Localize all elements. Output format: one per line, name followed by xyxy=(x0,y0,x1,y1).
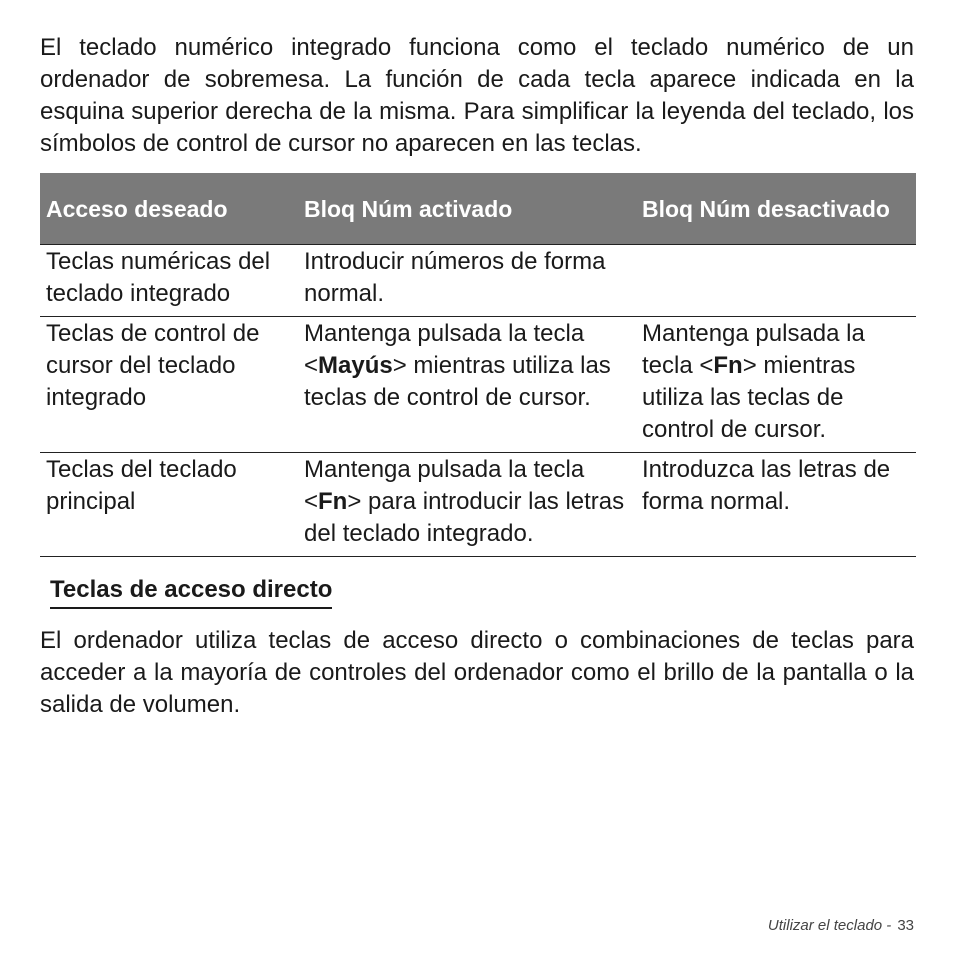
numeric-keypad-table xyxy=(40,173,916,557)
cell-access: Teclas de control de cursor del teclado integrado xyxy=(40,317,298,453)
header-numlock-off: Bloq Núm desactivado xyxy=(636,173,916,245)
footer-label: Utilizar el teclado - xyxy=(767,917,892,934)
section-heading: Teclas de acceso directo xyxy=(50,574,332,609)
section-paragraph: El ordenador utiliza teclas de acceso directo o combinaciones de teclas para acceder a la mayoría de controles del ordenador como el brillo de la pantalla o la salida de volumen. xyxy=(40,627,914,718)
header-access: Acceso deseado xyxy=(40,173,298,245)
text: Mantenga pulsada la tecla < xyxy=(642,320,865,379)
header-numlock-on: Bloq Núm activado xyxy=(298,173,636,245)
page-number: 33 xyxy=(897,917,914,934)
cell-access: Teclas del teclado principal xyxy=(40,453,298,557)
key-name: Fn xyxy=(713,352,743,379)
table-row xyxy=(40,453,916,557)
table-header-row xyxy=(40,173,916,245)
cell-numlock-off: Introduzca las letras de forma normal. xyxy=(636,453,916,557)
key-name: Mayús xyxy=(318,352,393,379)
cell-numlock-on xyxy=(298,453,636,557)
key-name: Fn xyxy=(318,488,348,515)
table-row xyxy=(40,317,916,453)
cell-numlock-off xyxy=(636,317,916,453)
text: > mientras utiliza las teclas de control de cursor. xyxy=(642,352,856,443)
cell-numlock-off xyxy=(636,245,916,317)
text: Mantenga pulsada la tecla < xyxy=(304,320,585,379)
cell-numlock-on: Introducir números de forma normal. xyxy=(298,245,636,317)
text: Mantenga pulsada la tecla < xyxy=(304,456,585,515)
text: > mientras utiliza las teclas de control de cursor. xyxy=(304,352,611,411)
text: > para introducir las letras del teclado integrado. xyxy=(304,488,625,547)
table-row xyxy=(40,245,916,317)
page-footer xyxy=(768,917,914,934)
intro-paragraph: El teclado numérico integrado funciona como el teclado numérico de un ordenador de sobremesa. La función de cada tecla aparece indicada en la esquina superior derecha de la misma. Para simplificar la leyenda del teclado, los símbolos de control de cursor no aparecen en las teclas. xyxy=(40,34,914,157)
cell-access: Teclas numéricas del teclado integrado xyxy=(40,245,298,317)
cell-numlock-on xyxy=(298,317,636,453)
